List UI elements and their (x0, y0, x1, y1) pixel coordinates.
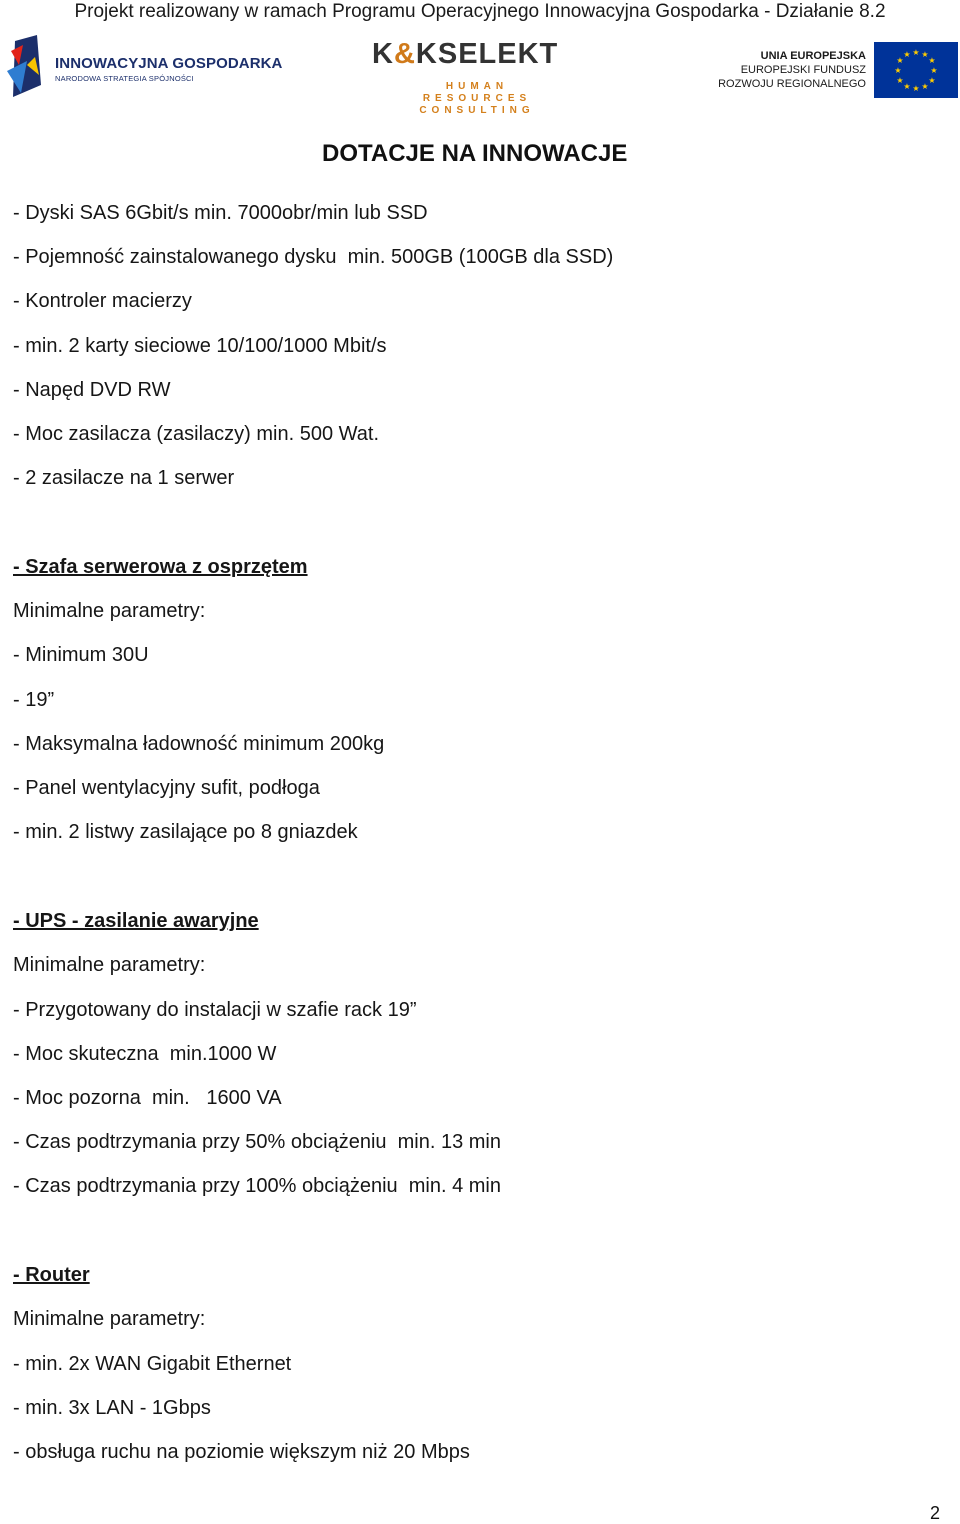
svg-text:★: ★ (894, 66, 902, 75)
eu-logo-line3: ROZWOJU REGIONALNEGO (718, 78, 866, 90)
svg-text:★: ★ (928, 56, 936, 65)
ig-logo-name: INNOWACYJNA GOSPODARKA (55, 55, 283, 72)
ig-logo-subtitle: NARODOWA STRATEGIA SPÓJNOŚCI (55, 74, 194, 83)
svg-text:★: ★ (912, 48, 920, 57)
kk-selekt-logo (372, 38, 582, 118)
section-subheading: Minimalne parametry: (13, 600, 206, 622)
list-item: - Pojemność zainstalowanego dysku min. 500GB (100GB dla SSD) (13, 246, 614, 268)
svg-text:★: ★ (903, 82, 911, 91)
kk-logo-line3: CONSULTING (419, 105, 535, 116)
kk-logo-part1: K (372, 38, 394, 70)
eu-flag-icon (874, 42, 958, 98)
list-item: - Kontroler macierzy (13, 290, 192, 312)
section-heading-ups: - UPS - zasilanie awaryjne (13, 910, 259, 932)
kk-logo-subtitle (372, 81, 582, 117)
kk-logo-ampersand: & (393, 38, 416, 70)
section-heading-szafa: - Szafa serwerowa z osprzętem (13, 556, 308, 578)
list-item: - min. 3x LAN - 1Gbps (13, 1397, 211, 1419)
svg-text:★: ★ (896, 56, 904, 65)
list-item: - Czas podtrzymania przy 50% obciążeniu min. 13 min (13, 1131, 501, 1153)
list-item: - 19” (13, 689, 55, 711)
svg-text:★: ★ (930, 66, 938, 75)
list-item: - Czas podtrzymania przy 100% obciążeniu min. 4 min (13, 1175, 501, 1197)
list-item: - Napęd DVD RW (13, 379, 171, 401)
list-item: - Panel wentylacyjny sufit, podłoga (13, 777, 320, 799)
eu-logo-text (718, 49, 866, 91)
page-number: 2 (929, 1503, 940, 1523)
svg-text:★: ★ (928, 76, 936, 85)
ig-emblem-icon (5, 35, 51, 97)
kk-logo-part2: KSELEKT (415, 38, 559, 70)
list-item: - min. 2x WAN Gigabit Ethernet (13, 1353, 292, 1375)
list-item: - Moc skuteczna min.1000 W (13, 1043, 277, 1065)
list-item: - Dyski SAS 6Gbit/s min. 7000obr/min lub SSD (13, 202, 428, 224)
section-subheading: Minimalne parametry: (13, 1308, 206, 1330)
eu-logo-line1: UNIA EUROPEJSKA (760, 50, 866, 62)
innowacyjna-gospodarka-logo (5, 35, 283, 97)
list-item: - Przygotowany do instalacji w szafie rack 19” (13, 999, 417, 1021)
list-item: - Minimum 30U (13, 644, 149, 666)
svg-text:★: ★ (896, 76, 904, 85)
eu-logo (718, 46, 958, 102)
project-header-line: Projekt realizowany w ramach Programu Operacyjnego Innowacyjna Gospodarka - Działanie 8.2 (74, 1, 886, 22)
list-item: - 2 zasilacze na 1 serwer (13, 467, 235, 489)
svg-text:★: ★ (903, 50, 911, 59)
list-item: - Moc pozorna min. 1600 VA (13, 1087, 282, 1109)
kk-logo-line1: HUMAN (445, 81, 509, 92)
list-item: - Moc zasilacza (zasilaczy) min. 500 Wat. (13, 423, 380, 445)
list-item: - min. 2 karty sieciowe 10/100/1000 Mbit/s (13, 335, 387, 357)
kk-logo-line2: RESOURCES (422, 93, 532, 104)
svg-text:★: ★ (912, 84, 920, 93)
section-subheading: Minimalne parametry: (13, 954, 206, 976)
document-title: DOTACJE NA INNOWACJE (322, 140, 628, 167)
list-item: - obsługa ruchu na poziomie większym niż 20 Mbps (13, 1441, 470, 1463)
section-heading-router: - Router (13, 1264, 90, 1286)
svg-text:★: ★ (921, 50, 929, 59)
list-item: - Maksymalna ładowność minimum 200kg (13, 733, 385, 755)
svg-text:★: ★ (921, 82, 929, 91)
kk-logo-name (372, 38, 558, 71)
list-item: - min. 2 listwy zasilające po 8 gniazdek (13, 821, 358, 843)
eu-logo-line2: EUROPEJSKI FUNDUSZ (740, 64, 866, 76)
